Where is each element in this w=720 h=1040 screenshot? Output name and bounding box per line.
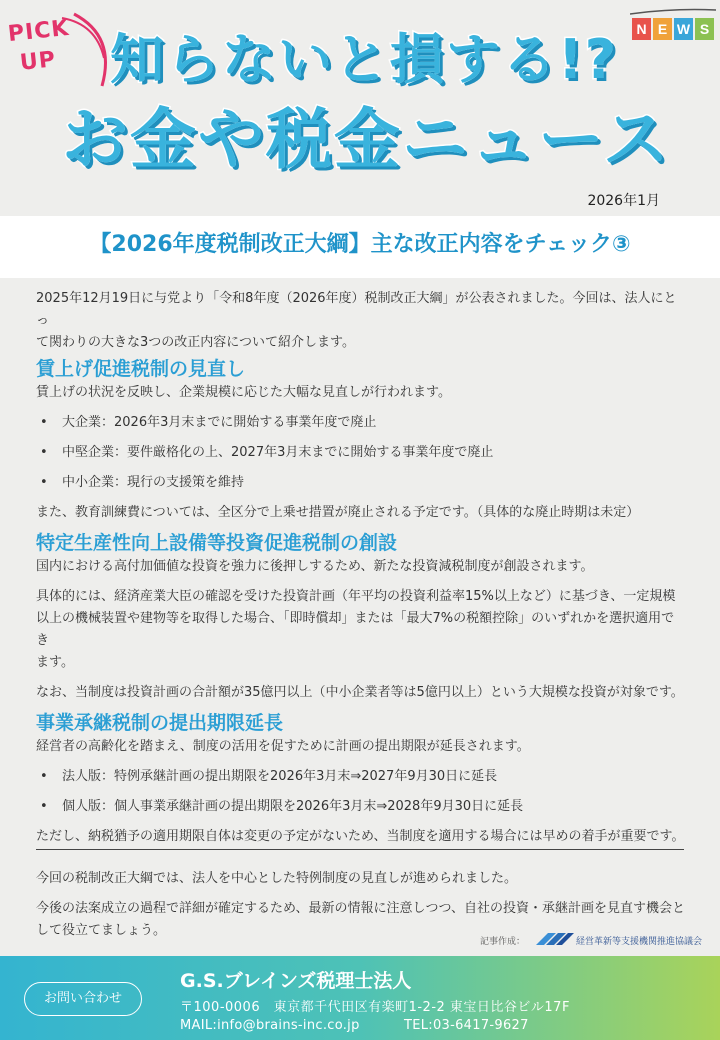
intro-paragraph	[36, 288, 686, 354]
bullet-icon: •	[40, 799, 48, 814]
issue-date: 2026年1月	[587, 193, 660, 209]
pickup-text: PICK	[6, 15, 71, 48]
bullet-icon: •	[40, 769, 48, 784]
firm-email[interactable]: MAIL:info@brains-inc.co.jp	[180, 1018, 360, 1033]
list-item	[36, 412, 686, 434]
pickup-text: UP	[18, 47, 58, 76]
contact-button[interactable]: お問い合わせ	[24, 982, 142, 1016]
closing-line: 今後の法案成立の過程で詳細が確定するため、最新の情報に注意しつつ、自社の投資・承継計画を見直す機会と	[36, 901, 685, 916]
detail-line: 具体的には、経済産業大臣の確認を受けた投資計画（年平均の投資利益率15%以上など）に基づき、一定規模	[36, 589, 676, 604]
section-note: また、教育訓練費については、全区分で上乗せ措置が廃止される予定です。（具体的な廃止時期は未定）	[36, 505, 640, 520]
article-title: 【2026年度税制改正大綱】主な改正内容をチェック③	[89, 232, 631, 257]
list-item	[36, 796, 686, 818]
divider	[36, 849, 684, 850]
list-item	[36, 766, 686, 788]
news-flag: N	[632, 18, 651, 40]
association-logo-icon	[534, 930, 574, 946]
list-item-text: 中小企業：現行の支援策を維持	[62, 475, 245, 490]
section-heading: 特定生産性向上設備等投資促進税制の創設	[36, 532, 398, 554]
section-heading: 賃上げ促進税制の見直し	[36, 358, 246, 380]
section-note: ただし、納税猶予の適用期限自体は変更の予定がないため、当制度を適用する場合には早めの着手が重要です。	[36, 829, 685, 844]
section-note: なお、当制度は投資計画の合計額が35億円以上（中小企業者等は5億円以上）という大規模な投資が対象です。	[36, 685, 684, 700]
newsletter-title-line1: 知らないと損する!?	[110, 28, 618, 91]
newsletter-title-line2: お金や税金ニュース	[62, 101, 671, 178]
section-lead: 賃上げの状況を反映し、企業規模に応じた大幅な見直しが行われます。	[36, 385, 451, 400]
closing-paragraph: 今回の税制改正大綱では、法人を中心とした特例制度の見直しが進められました。	[36, 871, 518, 886]
list-item-text: 法人版：特例承継計画の提出期限を2026年3月末⇒2027年9月30日に延長	[62, 769, 498, 784]
list-item	[36, 442, 686, 464]
list-item-text: 大企業：2026年3月末までに開始する事業年度で廃止	[62, 415, 377, 430]
list-item	[36, 472, 686, 494]
pickup-arc-icon	[4, 6, 124, 106]
bullet-icon: •	[40, 445, 48, 460]
section-detail	[36, 586, 686, 674]
closing-line: して役立てましょう。	[36, 923, 167, 938]
article-credit	[480, 930, 710, 950]
detail-line: ます。	[36, 655, 74, 670]
credit-label: 記事作成：	[480, 937, 526, 947]
bullet-icon: •	[40, 415, 48, 430]
section-heading: 事業承継税制の提出期限延長	[36, 712, 284, 734]
list-item-text: 個人版：個人事業承継計画の提出期限を2026年3月末⇒2028年9月30日に延長	[62, 799, 524, 814]
list-item-text: 中堅企業：要件厳格化の上、2027年3月末までに開始する事業年度で廃止	[62, 445, 494, 460]
intro-line: て関わりの大きな3つの改正内容について紹介します。	[36, 335, 355, 350]
news-flag: E	[653, 18, 672, 40]
footer	[0, 956, 720, 1040]
firm-phone[interactable]: TEL:03-6417-9627	[404, 1018, 529, 1033]
firm-address: 〒100-0006 東京都千代田区有楽町1-2-2 東宝日比谷ビル17F	[180, 1000, 570, 1015]
article-body	[36, 288, 686, 942]
detail-line: 以上の機械装置や建物等を取得した場合、「即時償却」または「最大7%の税額控除」のいずれかを選択適用でき	[36, 611, 675, 648]
intro-line: 2025年12月19日に与党より「令和8年度（2026年度）税制改正大綱」が公表されました。今回は、法人にとっ	[36, 291, 677, 328]
section-lead: 国内における高付加価値な投資を強力に後押しするため、新たな投資減税制度が創設されます。	[36, 559, 594, 574]
credit-organization: 経営革新等支援機関推進協議会	[576, 937, 703, 947]
news-flag: S	[695, 18, 714, 40]
section-lead: 経営者の高齢化を踏まえ、制度の活用を促すために計画の提出期限が延長されます。	[36, 739, 530, 754]
news-flags-icon	[630, 6, 716, 46]
news-flag: W	[674, 18, 693, 40]
firm-name: G.S.ブレインズ税理士法人	[180, 970, 412, 992]
bullet-icon: •	[40, 475, 48, 490]
